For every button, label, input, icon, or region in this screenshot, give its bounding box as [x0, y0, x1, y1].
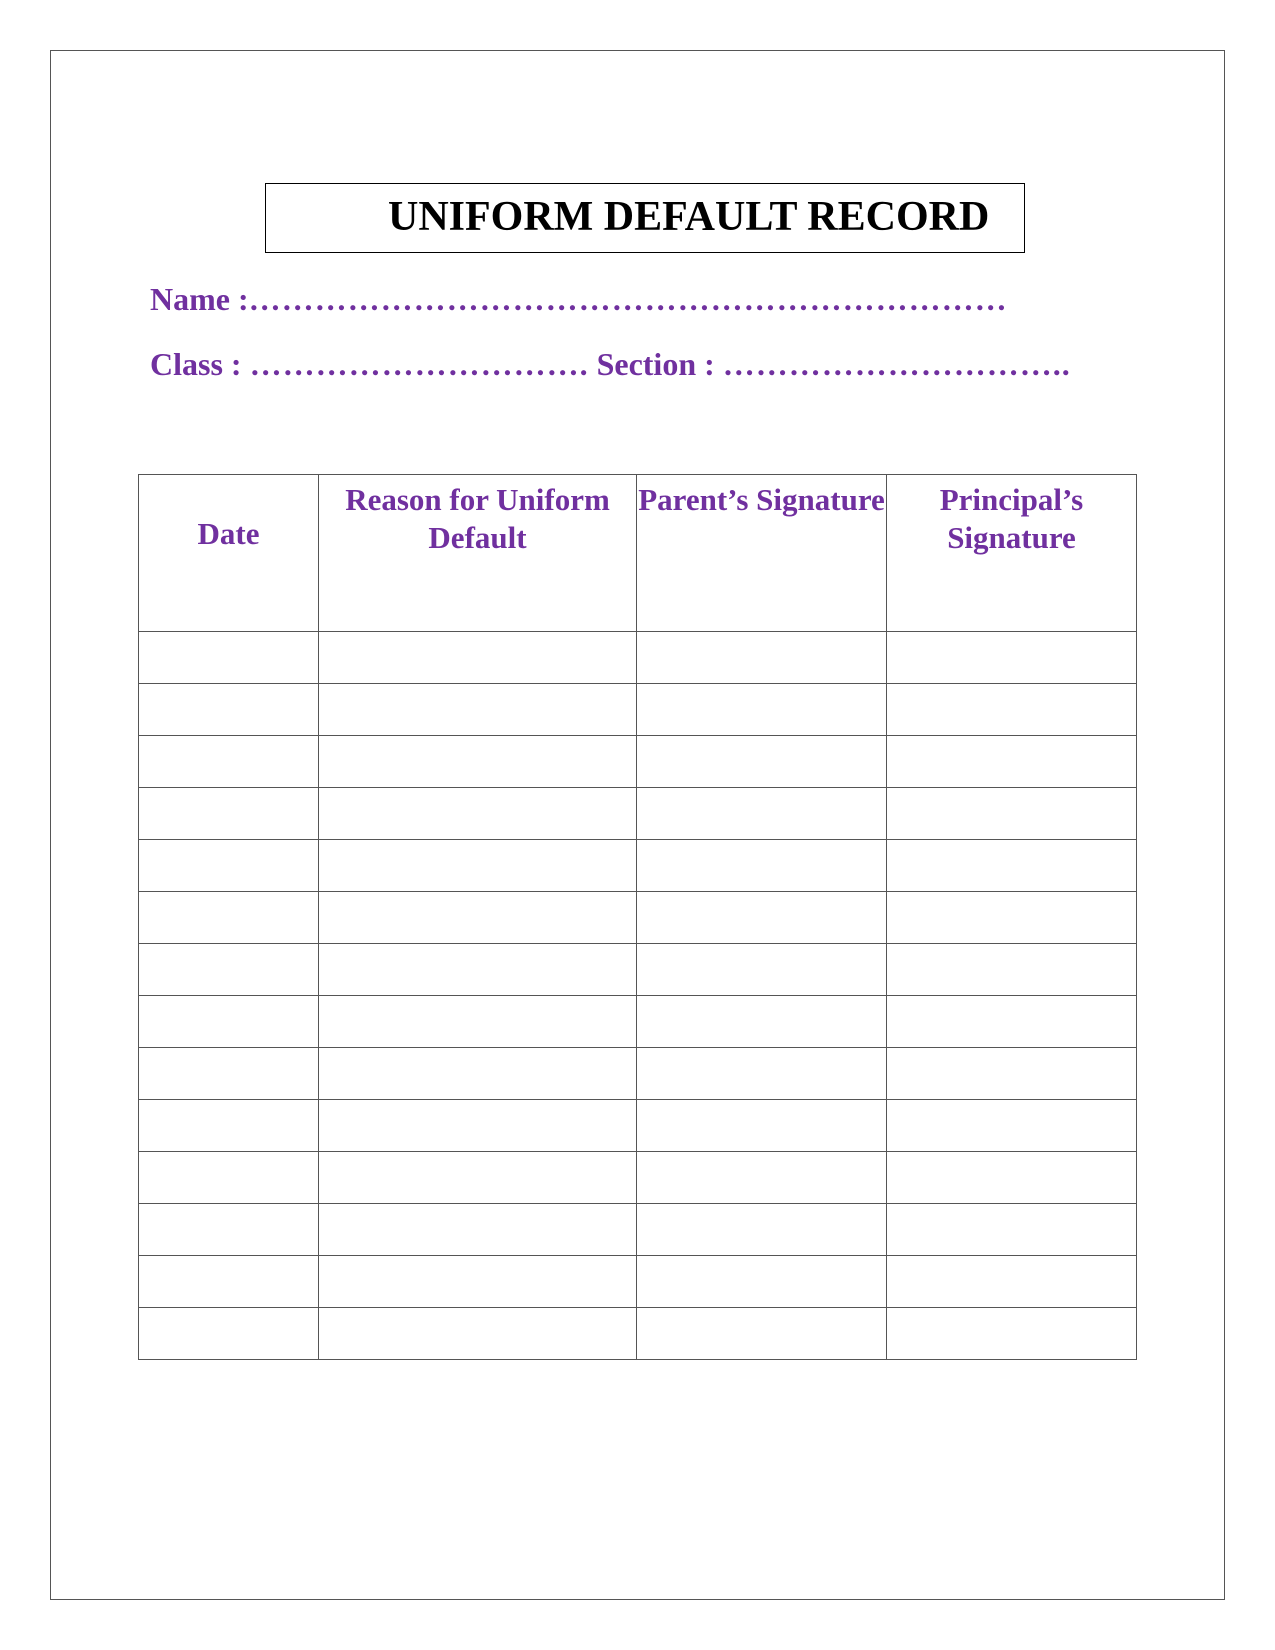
reason-cell[interactable]: [319, 1100, 637, 1152]
parents-signature-cell[interactable]: [637, 684, 887, 736]
reason-cell[interactable]: [319, 1152, 637, 1204]
reason-cell[interactable]: [319, 788, 637, 840]
date-cell[interactable]: [139, 840, 319, 892]
principals-signature-cell[interactable]: [887, 736, 1137, 788]
table-row: [139, 1152, 1137, 1204]
parents-signature-cell[interactable]: [637, 1048, 887, 1100]
name-field[interactable]: [150, 280, 1008, 318]
table-row: [139, 1100, 1137, 1152]
parents-signature-cell[interactable]: [637, 736, 887, 788]
principals-signature-cell[interactable]: [887, 1256, 1137, 1308]
table-row: [139, 944, 1137, 996]
parents-signature-cell[interactable]: [637, 788, 887, 840]
principals-signature-cell[interactable]: [887, 1100, 1137, 1152]
date-cell[interactable]: [139, 1308, 319, 1360]
reason-cell[interactable]: [319, 736, 637, 788]
table-row: [139, 1204, 1137, 1256]
parents-signature-cell[interactable]: [637, 1308, 887, 1360]
parents-signature-cell[interactable]: [637, 1152, 887, 1204]
page-title: UNIFORM DEFAULT RECORD: [388, 194, 990, 240]
header-date: Date: [139, 475, 319, 632]
reason-cell[interactable]: [319, 1048, 637, 1100]
reason-cell[interactable]: [319, 632, 637, 684]
header-parents-signature: Parent’s Signature: [637, 475, 887, 632]
reason-cell[interactable]: [319, 996, 637, 1048]
date-cell[interactable]: [139, 736, 319, 788]
table-row: [139, 1256, 1137, 1308]
reason-cell[interactable]: [319, 684, 637, 736]
principals-signature-cell[interactable]: [887, 840, 1137, 892]
parents-signature-cell[interactable]: [637, 840, 887, 892]
table-row: [139, 1308, 1137, 1360]
parents-signature-cell[interactable]: [637, 892, 887, 944]
principals-signature-cell[interactable]: [887, 684, 1137, 736]
parents-signature-cell[interactable]: [637, 1100, 887, 1152]
principals-signature-cell[interactable]: [887, 788, 1137, 840]
section-dotted-line[interactable]: …………………………..: [722, 346, 1071, 382]
name-dotted-line[interactable]: ……………………………………………………………: [248, 281, 1008, 317]
date-cell[interactable]: [139, 892, 319, 944]
class-label: Class :: [150, 346, 242, 382]
table-row: [139, 684, 1137, 736]
parents-signature-cell[interactable]: [637, 996, 887, 1048]
table-row: [139, 996, 1137, 1048]
header-principals-signature: Principal’s Signature: [887, 475, 1137, 632]
principals-signature-cell[interactable]: [887, 996, 1137, 1048]
table-row: [139, 1048, 1137, 1100]
date-cell[interactable]: [139, 1048, 319, 1100]
reason-cell[interactable]: [319, 840, 637, 892]
table-row: [139, 840, 1137, 892]
table-row: [139, 632, 1137, 684]
parents-signature-cell[interactable]: [637, 1256, 887, 1308]
reason-cell[interactable]: [319, 1256, 637, 1308]
table-row: [139, 736, 1137, 788]
class-dotted-line[interactable]: ………………………….: [249, 346, 589, 382]
name-label: Name :: [150, 281, 249, 317]
reason-cell[interactable]: [319, 1204, 637, 1256]
date-cell[interactable]: [139, 632, 319, 684]
principals-signature-cell[interactable]: [887, 892, 1137, 944]
principals-signature-cell[interactable]: [887, 632, 1137, 684]
reason-cell[interactable]: [319, 944, 637, 996]
principals-signature-cell[interactable]: [887, 1204, 1137, 1256]
parents-signature-cell[interactable]: [637, 944, 887, 996]
class-section-field[interactable]: [150, 345, 1071, 383]
table-row: [139, 788, 1137, 840]
title-box: [265, 183, 1025, 253]
date-cell[interactable]: [139, 1256, 319, 1308]
principals-signature-cell[interactable]: [887, 1152, 1137, 1204]
principals-signature-cell[interactable]: [887, 1308, 1137, 1360]
uniform-default-table: [138, 474, 1137, 1360]
principals-signature-cell[interactable]: [887, 1048, 1137, 1100]
date-cell[interactable]: [139, 1100, 319, 1152]
date-cell[interactable]: [139, 944, 319, 996]
table-header-row: [139, 475, 1137, 632]
date-cell[interactable]: [139, 996, 319, 1048]
reason-cell[interactable]: [319, 892, 637, 944]
date-cell[interactable]: [139, 684, 319, 736]
principals-signature-cell[interactable]: [887, 944, 1137, 996]
section-label: Section :: [596, 346, 715, 382]
header-reason: Reason for Uniform Default: [319, 475, 637, 632]
table-body: [139, 632, 1137, 1360]
parents-signature-cell[interactable]: [637, 632, 887, 684]
date-cell[interactable]: [139, 788, 319, 840]
date-cell[interactable]: [139, 1204, 319, 1256]
reason-cell[interactable]: [319, 1308, 637, 1360]
date-cell[interactable]: [139, 1152, 319, 1204]
table-row: [139, 892, 1137, 944]
parents-signature-cell[interactable]: [637, 1204, 887, 1256]
